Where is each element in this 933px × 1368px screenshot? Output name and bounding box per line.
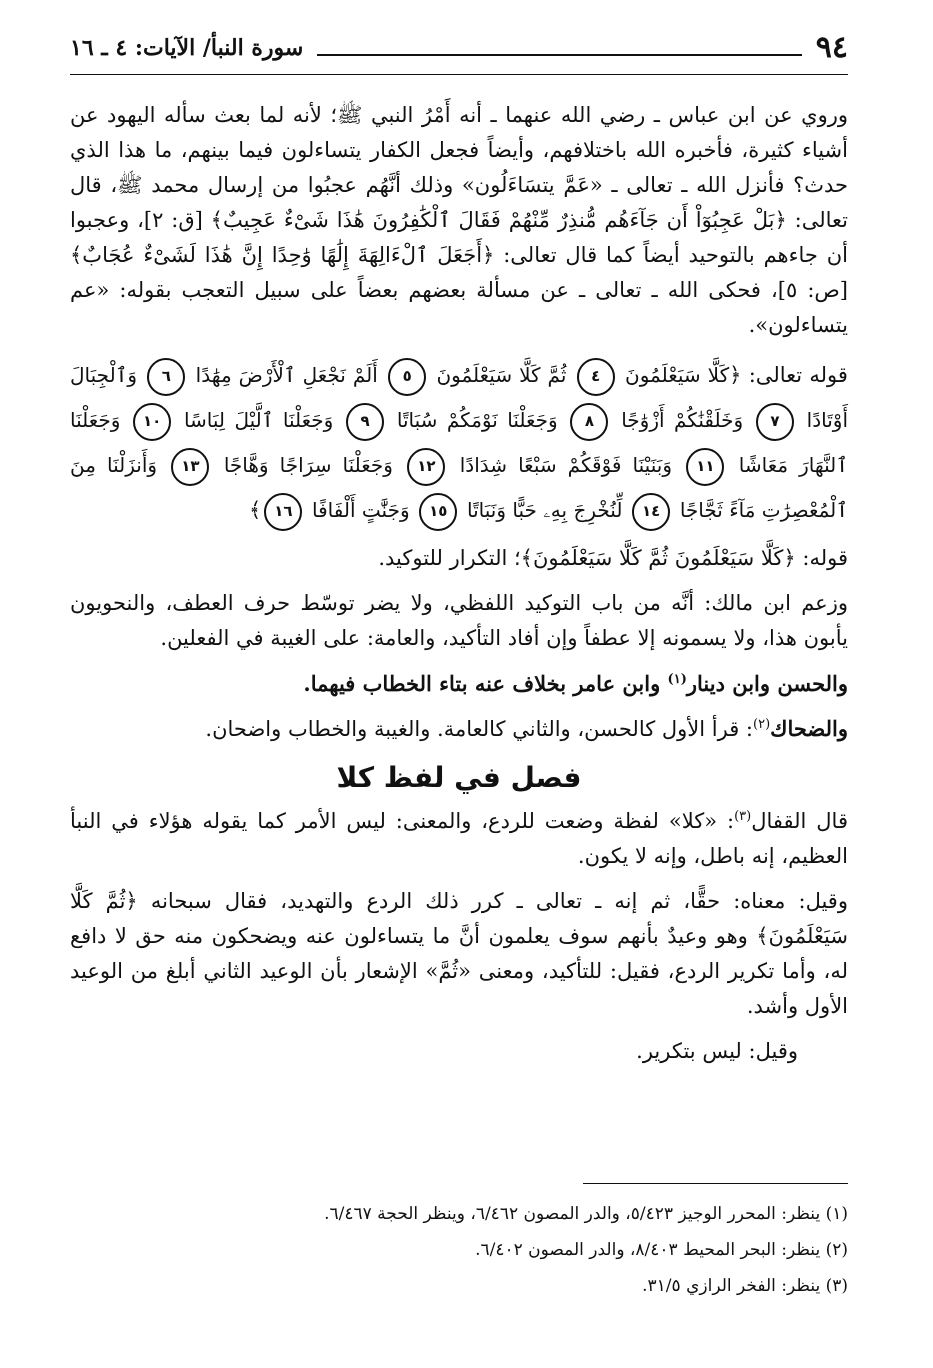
footnote-2: (٢) ينظر: البحر المحيط ٨/٤٠٣، والدر المصون ٦/٤٠٢. bbox=[475, 1240, 848, 1260]
verse-number-6: ٦ bbox=[147, 358, 185, 396]
verse-number-12: ١٢ bbox=[407, 448, 445, 486]
page-number: ٩٤ bbox=[815, 30, 848, 65]
paragraph-hasan bbox=[70, 666, 848, 701]
footnote-separator bbox=[583, 1183, 848, 1184]
paragraph-qaffal bbox=[70, 804, 848, 874]
quran-verses-block bbox=[70, 353, 848, 533]
paragraph-qil-laysa: وقيل: ليس بتكرير. bbox=[636, 1039, 798, 1063]
hasan-text: وابن عامر بخلاف عنه بتاء الخطاب فيهما. bbox=[303, 671, 668, 696]
verses-close: ﴾ bbox=[249, 498, 262, 522]
section-heading: فصل في لفظ كلا bbox=[336, 761, 582, 794]
dahhak-text: : قرأ الأول كالحسن، والثاني كالعامة. والغيبة والخطاب واضحان. bbox=[205, 717, 753, 741]
verse-number-9: ٩ bbox=[346, 403, 384, 441]
paragraph-ibn-malik: وزعم ابن مالك: أنَّه من باب التوكيد اللفظي، ولا يضر توسّط حرف العطف، والنحويون يأبون هذا، ولا يسمونه إلا عطفاً وإن أفاد التأكيد، والعامة: على الغيبة في الفعلين. bbox=[70, 591, 848, 650]
verse-12: وَبَنَيْنَا فَوْقَكُمْ سَبْعًا شِدَادًا bbox=[459, 453, 672, 477]
footnote-3: (٣) ينظر: الفخر الرازي ٣١/٥. bbox=[642, 1276, 848, 1296]
verse-8: وَخَلَقْنَٰكُمْ أَزْوَٰجًا bbox=[621, 408, 744, 432]
header-rule bbox=[70, 74, 848, 75]
dahhak-name: والضحاك bbox=[770, 716, 848, 741]
paragraph-qawluh: قوله: ﴿كَلَّا سَيَعْلَمُونَ ثُمَّ كَلَّا سَيَعْلَمُونَ﴾؛ التكرار للتوكيد. bbox=[378, 546, 848, 570]
hasan-name: والحسن وابن دينار bbox=[686, 671, 848, 696]
verse-4: كَلَّا سَيَعْلَمُونَ bbox=[625, 363, 730, 387]
verse-14: وَأَنزَلْنَا مِنَ ٱلْمُعْصِرَٰتِ مَآءً ثَجَّاجًا bbox=[70, 453, 848, 522]
verse-number-10: ١٠ bbox=[133, 403, 171, 441]
verse-number-5: ٥ bbox=[388, 358, 426, 396]
verse-16: وَجَنَّٰتٍ أَلْفَافًا bbox=[312, 498, 410, 522]
verse-7: وَٱلْجِبَالَ أَوْتَادًا bbox=[70, 363, 848, 432]
verse-number-4: ٤ bbox=[577, 358, 615, 396]
verse-9: وَجَعَلْنَا نَوْمَكُمْ سُبَاتًا bbox=[396, 408, 558, 432]
qaffal-text: : «كلا» لفظة وضعت للردع، والمعنى: ليس الأمر كما يقوله هؤلاء في النبأ العظيم، إنه باطل، وإنه لا يكون. bbox=[70, 809, 848, 868]
verse-number-13: ١٣ bbox=[171, 448, 209, 486]
verse-6: أَلَمْ نَجْعَلِ ٱلْأَرْضَ مِهَٰدًا bbox=[195, 363, 378, 387]
paragraph-qil-maanah: وقيل: معناه: حقًّا، ثم إنه ـ تعالى ـ كرر ذلك الردع والتهديد، فقال سبحانه ﴿ثُمَّ كَلَّا سَيَعْلَمُونَ﴾ وهو وعيدٌ بأنهم سوف يعلمون أنَّ ما يتساءلون عنه ويضحكون منه حق لا دافع له، وأما تكرير الردع، فقيل: للتأكيد، ومعنى «ثُمَّ» الإشعار بأن الوعيد الثاني أبلغ من الوعيد الأول وأشد. bbox=[70, 889, 848, 1018]
verse-number-16: ١٦ bbox=[264, 493, 302, 531]
qaffal-name: قال القفال bbox=[751, 809, 848, 833]
main-text bbox=[70, 98, 848, 1069]
verse-number-7: ٧ bbox=[756, 403, 794, 441]
footnote-ref-2: (٢) bbox=[753, 717, 771, 732]
verse-number-14: ١٤ bbox=[632, 493, 670, 531]
verse-number-15: ١٥ bbox=[419, 493, 457, 531]
surah-title: سورة النبأ/ الآيات: ٤ ـ ١٦ bbox=[70, 35, 304, 61]
verses-intro: قوله تعالى: ﴿ bbox=[729, 363, 848, 387]
paragraph-dahhak bbox=[70, 711, 848, 747]
header-line bbox=[317, 40, 801, 56]
footnotes bbox=[70, 1196, 848, 1304]
footnote-1: (١) ينظر: المحرر الوجيز ٥/٤٢٣، والدر المصون ٦/٤٦٢، وينظر الحجة ٦/٤٦٧. bbox=[324, 1204, 848, 1224]
verse-11: وَجَعَلْنَا ٱلنَّهَارَ مَعَاشًا bbox=[70, 408, 848, 477]
verse-number-11: ١١ bbox=[686, 448, 724, 486]
verse-number-8: ٨ bbox=[570, 403, 608, 441]
verse-5: ثُمَّ كَلَّا سَيَعْلَمُونَ bbox=[436, 363, 567, 387]
footnote-ref-1: (١) bbox=[667, 672, 687, 687]
paragraph-ibn-abbas: وروي عن ابن عباس ـ رضي الله عنهما ـ أنه أَمْرُ النبي ﷺ؛ لأنه لما بعث سأله اليهود عن أشياء كثيرة، فأخبره الله باختلافهم، وأيضاً فجعل الكفار يتساءلون فيما بينهم، ما هذا الذي حدث؟ فأنزل الله ـ تعالى ـ «عَمَّ يتسَاءَلُون» وذلك أنَّهُم عجبُوا من إرسال محمد ﷺ، قال تعالى: ﴿بَلْ عَجِبُوٓاْ أَن جَآءَهُم مُّنذِرٌ مِّنْهُمْ فَقَالَ ٱلْكَٰفِرُونَ هَٰذَا شَىْءٌ عَجِيبٌ﴾ [ق: ٢]، وعجبوا أن جاءهم بالتوحيد أيضاً كما قال تعالى: ﴿أَجَعَلَ ٱلْءَالِهَةَ إِلَٰهًا وَٰحِدًا إِنَّ هَٰذَا لَشَىْءٌ عُجَابٌ﴾ [ص: ٥]، فحكى الله ـ تعالى ـ عن مسألة بعضهم بعضاً على سبيل التعجب بقوله: «عم يتساءلون». bbox=[70, 103, 848, 337]
verse-15: لِّنُخْرِجَ بِهِۦ حَبًّا وَنَبَاتًا bbox=[466, 498, 623, 522]
footnote-ref-3: (٣) bbox=[734, 809, 752, 824]
verse-13: وَجَعَلْنَا سِرَاجًا وَهَّاجًا bbox=[223, 453, 393, 477]
verse-10: وَجَعَلْنَا ٱلَّيْلَ لِبَاسًا bbox=[183, 408, 334, 432]
page-header bbox=[70, 28, 848, 68]
